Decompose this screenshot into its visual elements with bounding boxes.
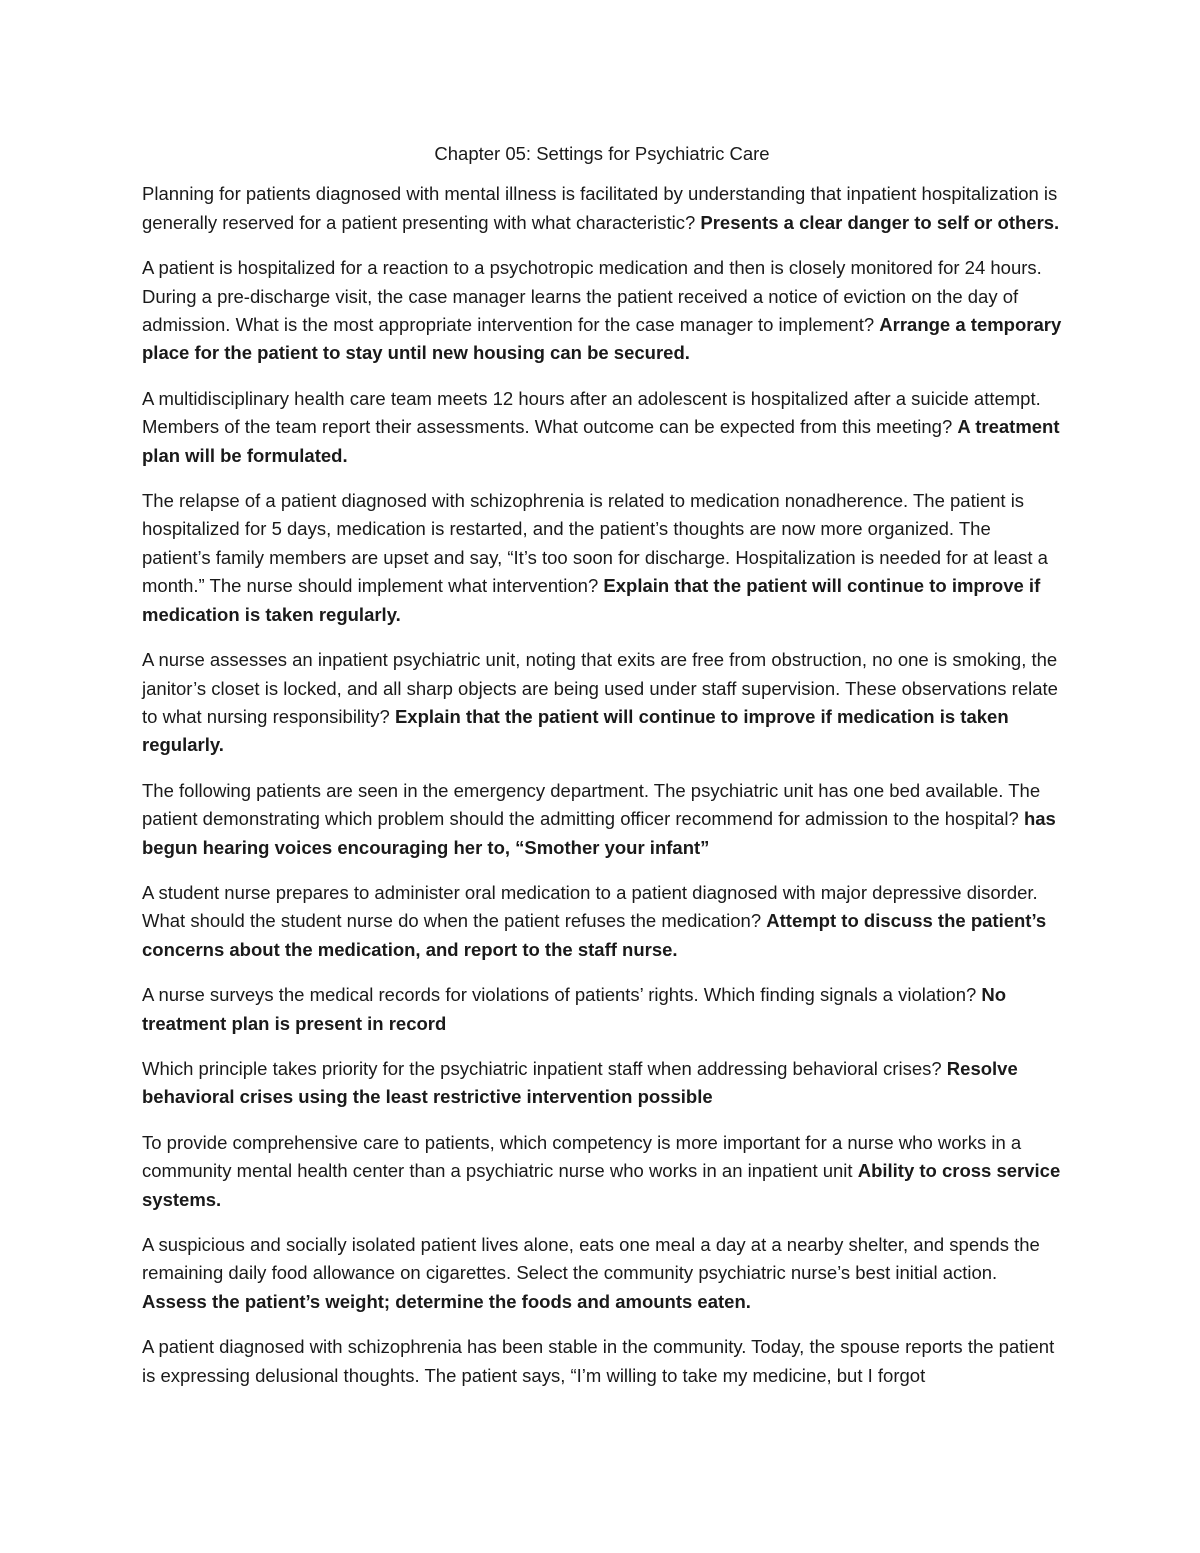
answer-text: Ability to cross service systems. — [142, 1160, 1061, 1210]
answer-text: has begun hearing voices encouraging her to, “Smother your infant” — [142, 808, 1056, 858]
answer-text: No treatment plan is present in record — [142, 984, 1007, 1034]
question-text: The following patients are seen in the emergency department. The psychiatric unit has one bed available. The patient demonstrating which problem should the admitting officer recommend for admission to the hospital? — [142, 779, 1041, 830]
document-body — [142, 140, 1062, 1407]
question-text: Planning for patients diagnosed with mental illness is facilitated by understanding that inpatient hospitalization is generally reserved for a patient presenting with what characteristic? — [142, 183, 1058, 233]
question-text: A nurse surveys the medical records for violations of patients’ rights. Which finding signals a violation? — [142, 984, 982, 1006]
qa-item-10 — [142, 1129, 1062, 1214]
question-text: A student nurse prepares to administer oral medication to a patient diagnosed with major depressive disorder. What should the student nurse do when the patient refuses the medication? — [142, 881, 1038, 932]
answer-text: Resolve behavioral crises using the least restrictive intervention possible — [142, 1057, 1018, 1108]
qa-item-11 — [142, 1231, 1062, 1316]
question-text: The relapse of a patient diagnosed with schizophrenia is related to medication nonadherence. The patient is hospitalized for 5 days, medication is restarted, and the patient’s thoughts are now more organized. The patient’s family members are upset and say, “It’s too soon for discharge. Hospitalization is needed for at least a month.” The nurse should implement what intervention? — [142, 490, 1048, 597]
answer-text: Presents a clear danger to self or others. — [700, 211, 1060, 233]
qa-item-4 — [142, 487, 1062, 629]
qa-item-1 — [142, 180, 1062, 237]
qa-item-5 — [142, 646, 1062, 760]
answer-text: Assess the patient’s weight; determine the foods and amounts eaten. — [142, 1290, 751, 1312]
question-text: A nurse assesses an inpatient psychiatric unit, noting that exits are free from obstruction, no one is smoking, the janitor’s closet is locked, and all sharp objects are being used under staff supervision. These observations relate to what nursing responsibility? — [142, 649, 1058, 727]
question-text: A patient diagnosed with schizophrenia has been stable in the community. Today, the spouse reports the patient is expressing delusional thoughts. The patient says, “I’m willing to take my medicine, but I forgot — [142, 1336, 1055, 1386]
question-text: To provide comprehensive care to patients, which competency is more important for a nurse who works in a community mental health center than a psychiatric nurse who works in an inpatient unit — [142, 1131, 1022, 1182]
qa-item-7 — [142, 879, 1062, 964]
qa-item-12 — [142, 1333, 1062, 1390]
answer-text: A treatment plan will be formulated. — [142, 416, 1060, 466]
page-title: Chapter 05: Settings for Psychiatric Care — [434, 143, 770, 164]
answer-text: Explain that the patient will continue to improve if medication is taken regularly. — [142, 705, 1009, 756]
qa-item-6 — [142, 777, 1062, 862]
answer-text: Explain that the patient will continue to improve if medication is taken regularly. — [142, 575, 1041, 625]
question-text: Which principle takes priority for the psychiatric inpatient staff when addressing behavioral crises? — [142, 1057, 947, 1079]
question-text: A suspicious and socially isolated patient lives alone, eats one meal a day at a nearby shelter, and spends the remaining daily food allowance on cigarettes. Select the community psychiatric nurse’s best initial action. — [142, 1234, 1040, 1284]
answer-text: Arrange a temporary place for the patient to stay until new housing can be secured. — [142, 314, 1062, 364]
qa-item-9 — [142, 1055, 1062, 1112]
qa-item-8 — [142, 981, 1062, 1038]
qa-item-2 — [142, 254, 1062, 368]
answer-text: Attempt to discuss the patient’s concerns about the medication, and report to the staff nurse. — [142, 910, 1047, 960]
question-text: A patient is hospitalized for a reaction to a psychotropic medication and then is closely monitored for 24 hours. During a pre-discharge visit, the case manager learns the patient received a notice of eviction on the day of admission. What is the most appropriate intervention for the case manager to implement? — [142, 257, 1042, 336]
question-text: A multidisciplinary health care team meets 12 hours after an adolescent is hospitalized after a suicide attempt. Members of the team report their assessments. What outcome can be expected from this meeting? — [142, 387, 1041, 438]
qa-item-3 — [142, 385, 1062, 470]
